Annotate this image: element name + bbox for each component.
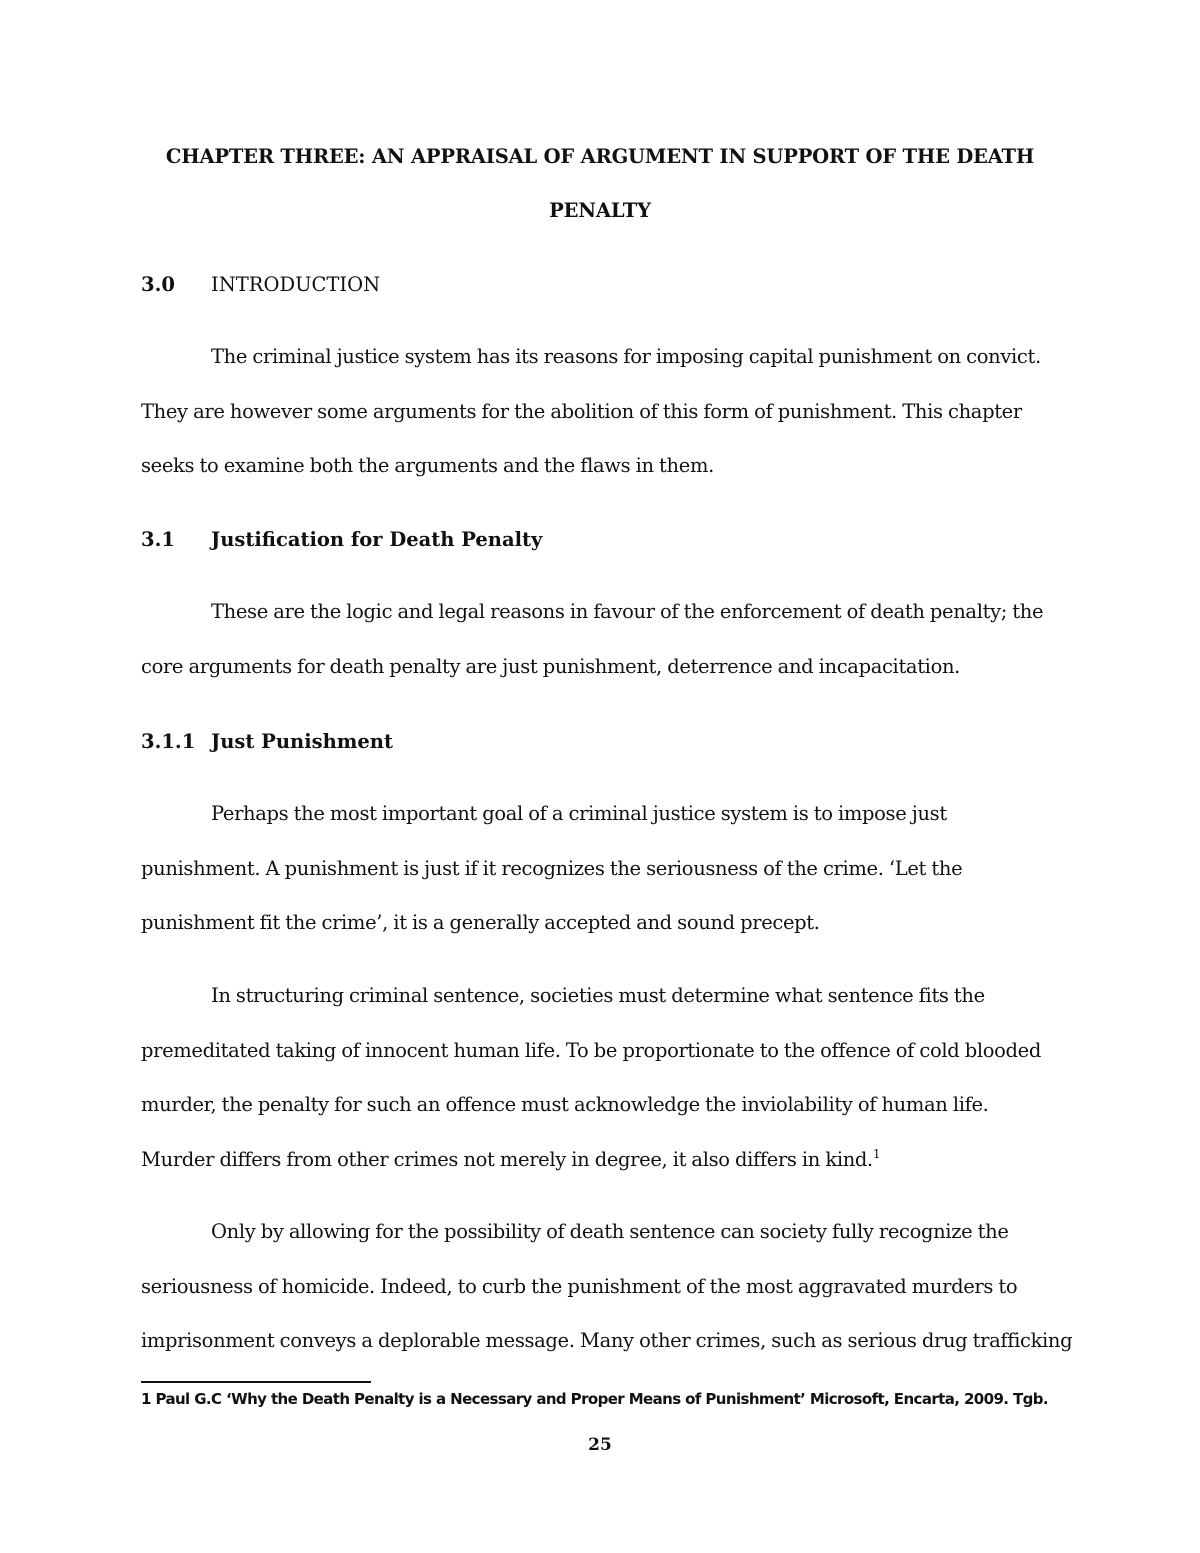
paragraph-line: In structuring criminal sentence, societies must determine what sentence fits the — [211, 984, 985, 1007]
chapter-title-line-1: CHAPTER THREE: AN APPRAISAL OF ARGUMENT IN SUPPORT OF THE DEATH — [165, 145, 1035, 168]
paragraph-line: punishment. A punishment is just if it recognizes the seriousness of the crime. ‘Let the — [141, 856, 963, 880]
section-number: 3.1 — [141, 528, 175, 551]
footnote-reference[interactable]: 1 — [872, 1146, 881, 1161]
paragraph-line: seriousness of homicide. Indeed, to curb the punishment of the most aggravated murders to — [141, 1274, 1018, 1298]
paragraph-line: imprisonment conveys a deplorable message. Many other crimes, such as serious drug trafficking — [141, 1329, 1073, 1352]
paragraph-line-text: Murder differs from other crimes not merely in degree, it also differs in kind. — [141, 1147, 873, 1171]
paragraph-line: They are however some arguments for the abolition of this form of punishment. This chapter — [141, 399, 1022, 423]
just-punishment-paragraph-3 — [141, 1205, 1071, 1369]
paragraph-line: punishment fit the crime’, it is a generally accepted and sound precept. — [141, 911, 820, 934]
just-punishment-paragraph-1 — [141, 787, 1071, 951]
footnote-separator — [141, 1381, 371, 1383]
paragraph-line: murder, the penalty for such an offence must acknowledge the inviolability of human life. — [141, 1093, 989, 1116]
chapter-title-line-2: PENALTY — [549, 199, 651, 222]
section-heading-just-punishment — [141, 729, 393, 755]
section-number: 3.0 — [141, 273, 175, 296]
chapter-title — [140, 130, 1060, 238]
section-title: INTRODUCTION — [211, 273, 381, 296]
section-heading-justification — [141, 527, 542, 553]
section-title: Just Punishment — [211, 730, 393, 753]
justification-paragraph — [141, 585, 1071, 694]
just-punishment-paragraph-2 — [141, 969, 1071, 1187]
paragraph-line: premeditated taking of innocent human life. To be proportionate to the offence of cold blooded — [141, 1038, 1041, 1062]
section-heading-introduction — [141, 272, 380, 298]
paragraph-line: Perhaps the most important goal of a criminal justice system is to impose just — [211, 802, 947, 825]
paragraph-line: The criminal justice system has its reasons for imposing capital punishment on convict. — [211, 345, 1041, 368]
section-title: Justification for Death Penalty — [211, 528, 543, 551]
paragraph-line: These are the logic and legal reasons in favour of the enforcement of death penalty; the — [211, 600, 1044, 623]
page-number: 25 — [588, 1435, 612, 1455]
paragraph-line: core arguments for death penalty are just punishment, deterrence and incapacitation. — [141, 654, 961, 678]
section-number: 3.1.1 — [141, 730, 196, 753]
introduction-paragraph — [141, 330, 1071, 494]
footnote: 1 Paul G.C ‘Why the Death Penalty is a Necessary and Proper Means of Punishment’ Microsoft, Encarta, 2009. Tgb. — [141, 1390, 1049, 1408]
paragraph-line: Only by allowing for the possibility of death sentence can society fully recognize the — [211, 1220, 1009, 1243]
paragraph-line — [141, 1133, 1071, 1188]
paragraph-line: seeks to examine both the arguments and the flaws in them. — [141, 454, 714, 477]
